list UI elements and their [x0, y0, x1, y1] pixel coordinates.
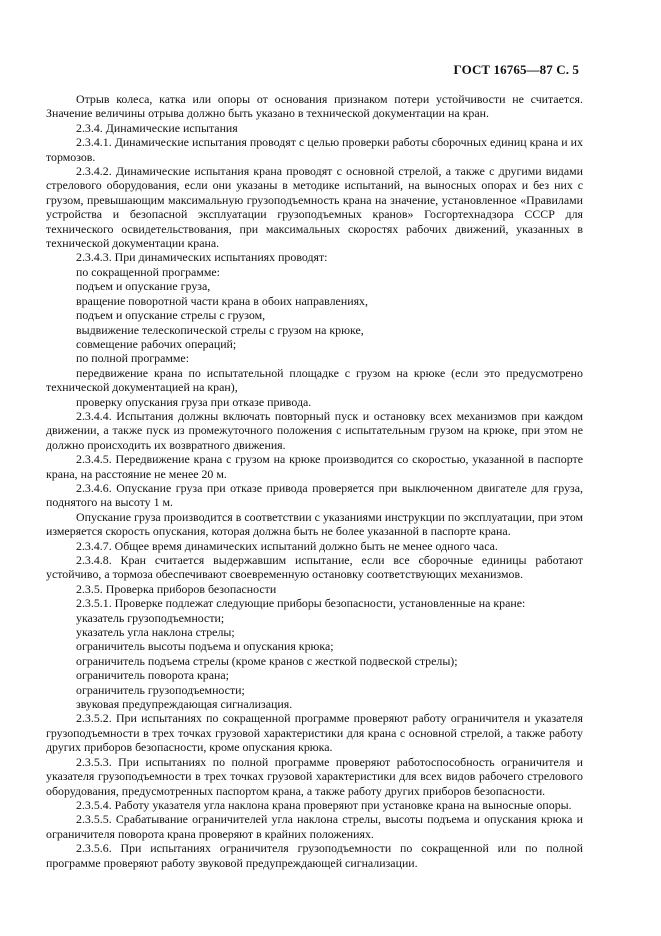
paragraph: 2.3.4.5. Передвижение крана с грузом на крюке производится со скоростью, указанной в паспорте крана, на расстояние не менее 20 м. — [46, 452, 583, 481]
body-text — [46, 92, 583, 870]
list-item: подъем и опускание стрелы с грузом, — [76, 308, 266, 323]
paragraph: 2.3.5.6. При испытаниях ограничителя грузоподъемности по сокращенной или по полной программе проверяют работу звуковой предупреждающей сигнализации. — [46, 841, 583, 870]
list-item: звуковая предупреждающая сигнализация. — [76, 697, 293, 712]
list-item: выдвижение телескопической стрелы с грузом на крюке, — [76, 322, 364, 337]
paragraph: 2.3.4.2. Динамические испытания крана проводят с основной стрелой, а также с другими видами стрелового оборудования, если они указаны в методике испытаний, на выносных опорах и без них с грузом, превышающим максимальную грузоподъемность крана на значение, установленное «Правилами устройства и безопасной эксплуатации грузоподъемных кранов» Госгортехнадзора СССР для технического освидетельствования, при максимальных скоростях рабочих движений, указанных в технической документации крана. — [46, 164, 583, 251]
paragraph: 2.3.4.7. Общее время динамических испытаний должно быть не менее одного часа. — [76, 538, 498, 553]
paragraph: Опускание груза производится в соответствии с указаниями инструкции по эксплуатации, при этом измеряется скорость опускания, которая должна быть не более указанной в паспорте крана. — [46, 509, 583, 539]
list-item: ограничитель поворота крана; — [76, 668, 229, 683]
paragraph: 2.3.4.3. При динамических испытаниях проводят: — [76, 250, 328, 265]
list-item: указатель угла наклона стрелы; — [76, 625, 235, 640]
list-item: вращение поворотной части крана в обоих направлениях, — [76, 293, 368, 308]
paragraph: 2.3.5.1. Проверке подлежат следующие приборы безопасности, установленные на кране: — [76, 596, 526, 611]
list-item: ограничитель высоты подъема и опускания крюка; — [76, 639, 334, 654]
list-item: указатель грузоподъемности; — [76, 610, 225, 625]
paragraph: 2.3.5.5. Срабатывание ограничителей угла наклона стрелы, высоты подъема и опускания крюка и ограничителя поворота крана проверяют в крайних положениях. — [46, 812, 583, 841]
list-item: совмещение рабочих операций; — [76, 336, 237, 351]
paragraph: Отрыв колеса, катка или опоры от основания признаком потери устойчивости не считается. Значение величины отрыва должно быть указано в технической документации на кран. — [46, 92, 583, 121]
paragraph: 2.3.4.1. Динамические испытания проводят с целью проверки работы сборочных единиц крана и их тормозов. — [46, 135, 583, 164]
list-item: передвижение крана по испытательной площадке с грузом на крюке (если это предусмотрено технической документацией на кран), — [46, 365, 583, 395]
section-heading: 2.3.5. Проверка приборов безопасности — [76, 581, 277, 596]
paragraph: 2.3.5.4. Работу указателя угла наклона крана проверяют при установке крана на выносные опоры. — [76, 797, 572, 812]
page-header: ГОСТ 16765—87 С. 5 — [453, 62, 579, 77]
list-item: ограничитель грузоподъемности; — [76, 682, 245, 697]
list-item: проверку опускания груза при отказе привода. — [76, 394, 312, 409]
paragraph: 2.3.5.3. При испытаниях по полной программе проверяют работоспособность ограничителя и указателя грузоподъемности в трех точках грузовой характеристики для всех видов рабочего стрелового оборудования, предусмотренных паспортом крана, а также работу других приборов безопасности. — [46, 754, 583, 798]
paragraph: 2.3.5.2. При испытаниях по сокращенной программе проверяют работу ограничителя и указателя грузоподъемности в трех точках грузовой характеристики для крана с основной стрелой, а также работу других приборов безопасности, кроме опускания крюка. — [46, 711, 583, 755]
section-heading: 2.3.4. Динамические испытания — [76, 120, 238, 135]
list-item: по сокращенной программе: — [76, 264, 220, 279]
list-item: ограничитель подъема стрелы (кроме кранов с жесткой подвеской стрелы); — [76, 653, 458, 668]
paragraph: 2.3.4.8. Кран считается выдержавшим испытание, если все сборочные единицы работают устойчиво, а тормоза обеспечивают своевременную остановку соответствующих механизмов. — [46, 553, 583, 582]
paragraph: 2.3.4.6. Опускание груза при отказе привода проверяется при выключенном двигателе для груза, поднятого на высоту 1 м. — [46, 480, 583, 510]
paragraph: 2.3.4.4. Испытания должны включать повторный пуск и остановку всех механизмов при каждом движении, а также пуск из промежуточного положения с испытательным грузом на крюке, при этом не должно происходить их возвратного движения. — [46, 408, 583, 452]
list-item: подъем и опускание груза, — [76, 279, 211, 294]
list-item: по полной программе: — [76, 351, 189, 366]
